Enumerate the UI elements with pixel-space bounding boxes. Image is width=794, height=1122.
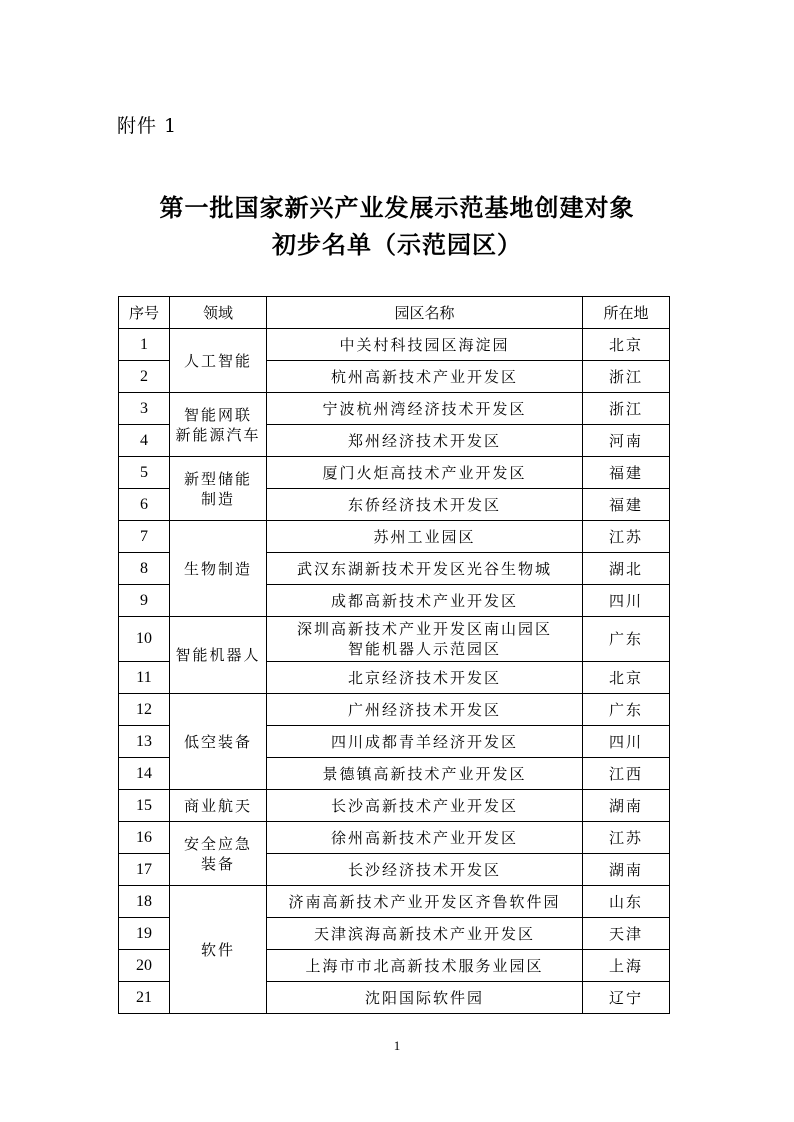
row-no: 6 (119, 489, 170, 521)
location: 山东 (583, 886, 670, 918)
header-location: 所在地 (583, 297, 670, 329)
page-number: 1 (393, 1038, 401, 1053)
location: 湖南 (583, 790, 670, 822)
table-row (119, 521, 670, 553)
location: 河南 (583, 425, 670, 457)
park-name: 上海市市北高新技术服务业园区 (267, 950, 583, 982)
table-row (119, 822, 670, 854)
park-name: 四川成都青羊经济开发区 (267, 726, 583, 758)
park-name: 广州经济技术开发区 (267, 694, 583, 726)
row-no: 11 (119, 662, 170, 694)
field-cell: 商业航天 (170, 790, 267, 822)
location: 浙江 (583, 361, 670, 393)
row-no: 17 (119, 854, 170, 886)
field-cell: 智能机器人 (170, 617, 267, 694)
park-name: 厦门火炬高技术产业开发区 (267, 457, 583, 489)
table-row (119, 790, 670, 822)
park-name: 宁波杭州湾经济技术开发区 (267, 393, 583, 425)
row-no: 4 (119, 425, 170, 457)
location: 天津 (583, 918, 670, 950)
park-name: 长沙高新技术产业开发区 (267, 790, 583, 822)
location: 广东 (583, 617, 670, 662)
park-name: 深圳高新技术产业开发区南山园区 智能机器人示范园区 (267, 617, 583, 662)
header-no: 序号 (119, 297, 170, 329)
row-no: 19 (119, 918, 170, 950)
park-name: 济南高新技术产业开发区齐鲁软件园 (267, 886, 583, 918)
row-no: 8 (119, 553, 170, 585)
park-name: 武汉东湖新技术开发区光谷生物城 (267, 553, 583, 585)
location: 广东 (583, 694, 670, 726)
field-cell: 生物制造 (170, 521, 267, 617)
attachment-label: 附件 1 (117, 115, 178, 137)
park-list-table (118, 296, 670, 1014)
field-cell: 新型储能 制造 (170, 457, 267, 521)
location: 湖北 (583, 553, 670, 585)
row-no: 16 (119, 822, 170, 854)
location: 上海 (583, 950, 670, 982)
table-row (119, 329, 670, 361)
table-header-row (119, 297, 670, 329)
location: 四川 (583, 726, 670, 758)
header-park-name: 园区名称 (267, 297, 583, 329)
row-no: 12 (119, 694, 170, 726)
table-row (119, 617, 670, 662)
row-no: 18 (119, 886, 170, 918)
location: 四川 (583, 585, 670, 617)
location: 江西 (583, 758, 670, 790)
park-name: 杭州高新技术产业开发区 (267, 361, 583, 393)
field-cell: 软件 (170, 886, 267, 1014)
row-no: 5 (119, 457, 170, 489)
row-no: 13 (119, 726, 170, 758)
location: 辽宁 (583, 982, 670, 1014)
row-no: 21 (119, 982, 170, 1014)
field-cell: 安全应急 装备 (170, 822, 267, 886)
row-no: 2 (119, 361, 170, 393)
row-no: 9 (119, 585, 170, 617)
park-name: 长沙经济技术开发区 (267, 854, 583, 886)
park-name: 苏州工业园区 (267, 521, 583, 553)
location: 浙江 (583, 393, 670, 425)
location: 福建 (583, 457, 670, 489)
field-cell: 人工智能 (170, 329, 267, 393)
park-name: 郑州经济技术开发区 (267, 425, 583, 457)
park-name: 沈阳国际软件园 (267, 982, 583, 1014)
row-no: 3 (119, 393, 170, 425)
park-name: 中关村科技园区海淀园 (267, 329, 583, 361)
location: 江苏 (583, 521, 670, 553)
row-no: 7 (119, 521, 170, 553)
park-name: 东侨经济技术开发区 (267, 489, 583, 521)
table-row (119, 457, 670, 489)
location: 北京 (583, 329, 670, 361)
park-name: 景德镇高新技术产业开发区 (267, 758, 583, 790)
field-cell: 低空装备 (170, 694, 267, 790)
location: 福建 (583, 489, 670, 521)
location: 北京 (583, 662, 670, 694)
table-row (119, 694, 670, 726)
park-name: 天津滨海高新技术产业开发区 (267, 918, 583, 950)
park-name: 成都高新技术产业开发区 (267, 585, 583, 617)
header-field: 领域 (170, 297, 267, 329)
row-no: 15 (119, 790, 170, 822)
row-no: 10 (119, 617, 170, 662)
document-title-line2: 初步名单（示范园区） (272, 231, 522, 259)
location: 湖南 (583, 854, 670, 886)
row-no: 14 (119, 758, 170, 790)
document-title-line1: 第一批国家新兴产业发展示范基地创建对象 (159, 194, 635, 222)
table-row (119, 393, 670, 425)
field-cell: 智能网联 新能源汽车 (170, 393, 267, 457)
table-row (119, 886, 670, 918)
park-name: 徐州高新技术产业开发区 (267, 822, 583, 854)
location: 江苏 (583, 822, 670, 854)
row-no: 20 (119, 950, 170, 982)
park-name: 北京经济技术开发区 (267, 662, 583, 694)
row-no: 1 (119, 329, 170, 361)
